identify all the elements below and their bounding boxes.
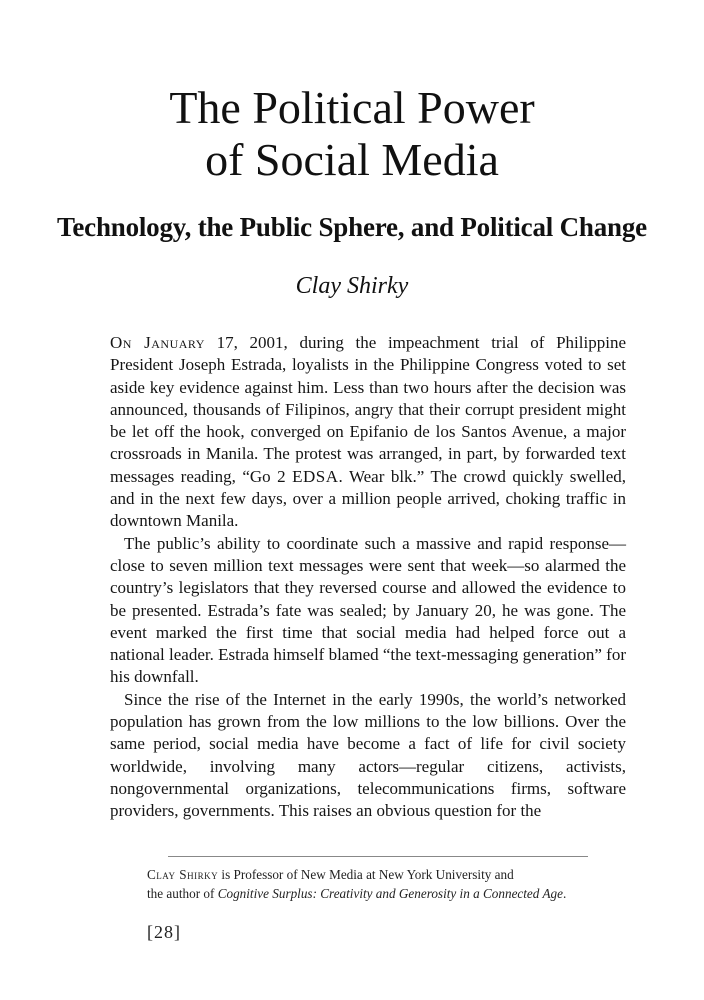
- paragraph-1-text-end: . Wear blk.” The crowd quickly swelled, and in the next few days, over a million people arrived, choking traffic in downtown Manila.: [110, 466, 626, 531]
- paragraph-2: The public’s ability to coordinate such a massive and rapid response—close to seven million text messages were sent that week—so alarmed the country’s legislators that they reversed course and allowed the evidence to be presented. Estrada’s fate was sealed; by January 20, he was gone. The event marked the first time that social media had helped force out a national leader. Estrada himself blamed “the text-messaging generation” for his downfall.: [110, 533, 626, 687]
- footnote-book-title: Cognitive Surplus: Creativity and Generosity in a Connected Age: [217, 886, 563, 901]
- footnote-line-2-suffix: .: [562, 886, 567, 901]
- paragraph-3: Since the rise of the Internet in the early 1990s, the world’s networked population has grown from the low millions to the low billions. Over the same period, social media have become a fact of life for civil society worldwide, involving many actors—regular citizens, activists, nongovernmental organizations, telecommunications firms, software providers, governments. This raises an obvious question for the: [110, 689, 626, 821]
- footnote-divider: [168, 856, 588, 857]
- article-title-line-1: The Political Power: [169, 82, 535, 133]
- footnote-line-2: [147, 884, 597, 903]
- author-footnote: [147, 865, 597, 903]
- paragraph-1: [110, 332, 626, 533]
- footnote-line-1-text: is Professor of New Media at New York University and: [218, 867, 514, 882]
- paragraph-1-text: 17, 2001, during the impeachment trial of Philippine President Joseph Estrada, loyalists in the Philippine Congress voted to set aside key evidence against him. Less than two hours after the decision was announced, thousands of Filipinos, angry that their corrupt president might be let off the hook, converged on Epifanio de los Santos Avenue, a major crossroads in Manila. The protest was arranged, in part, by forwarded text messages reading, “Go 2: [110, 333, 626, 486]
- article-body: [110, 332, 626, 823]
- article-author: Clay Shirky: [295, 273, 409, 299]
- opening-smallcaps: On January: [110, 333, 205, 352]
- footnote-line-1: [147, 865, 597, 884]
- article-subtitle: Technology, the Public Sphere, and Political Change: [57, 212, 647, 242]
- page-number: [28]: [147, 922, 181, 942]
- footnote-line-2-prefix: the author of: [147, 886, 218, 901]
- footnote-author-name: Clay Shirky: [147, 867, 219, 882]
- edsa-acronym: EDSA: [292, 466, 339, 486]
- article-title-line-2: of Social Media: [205, 134, 499, 185]
